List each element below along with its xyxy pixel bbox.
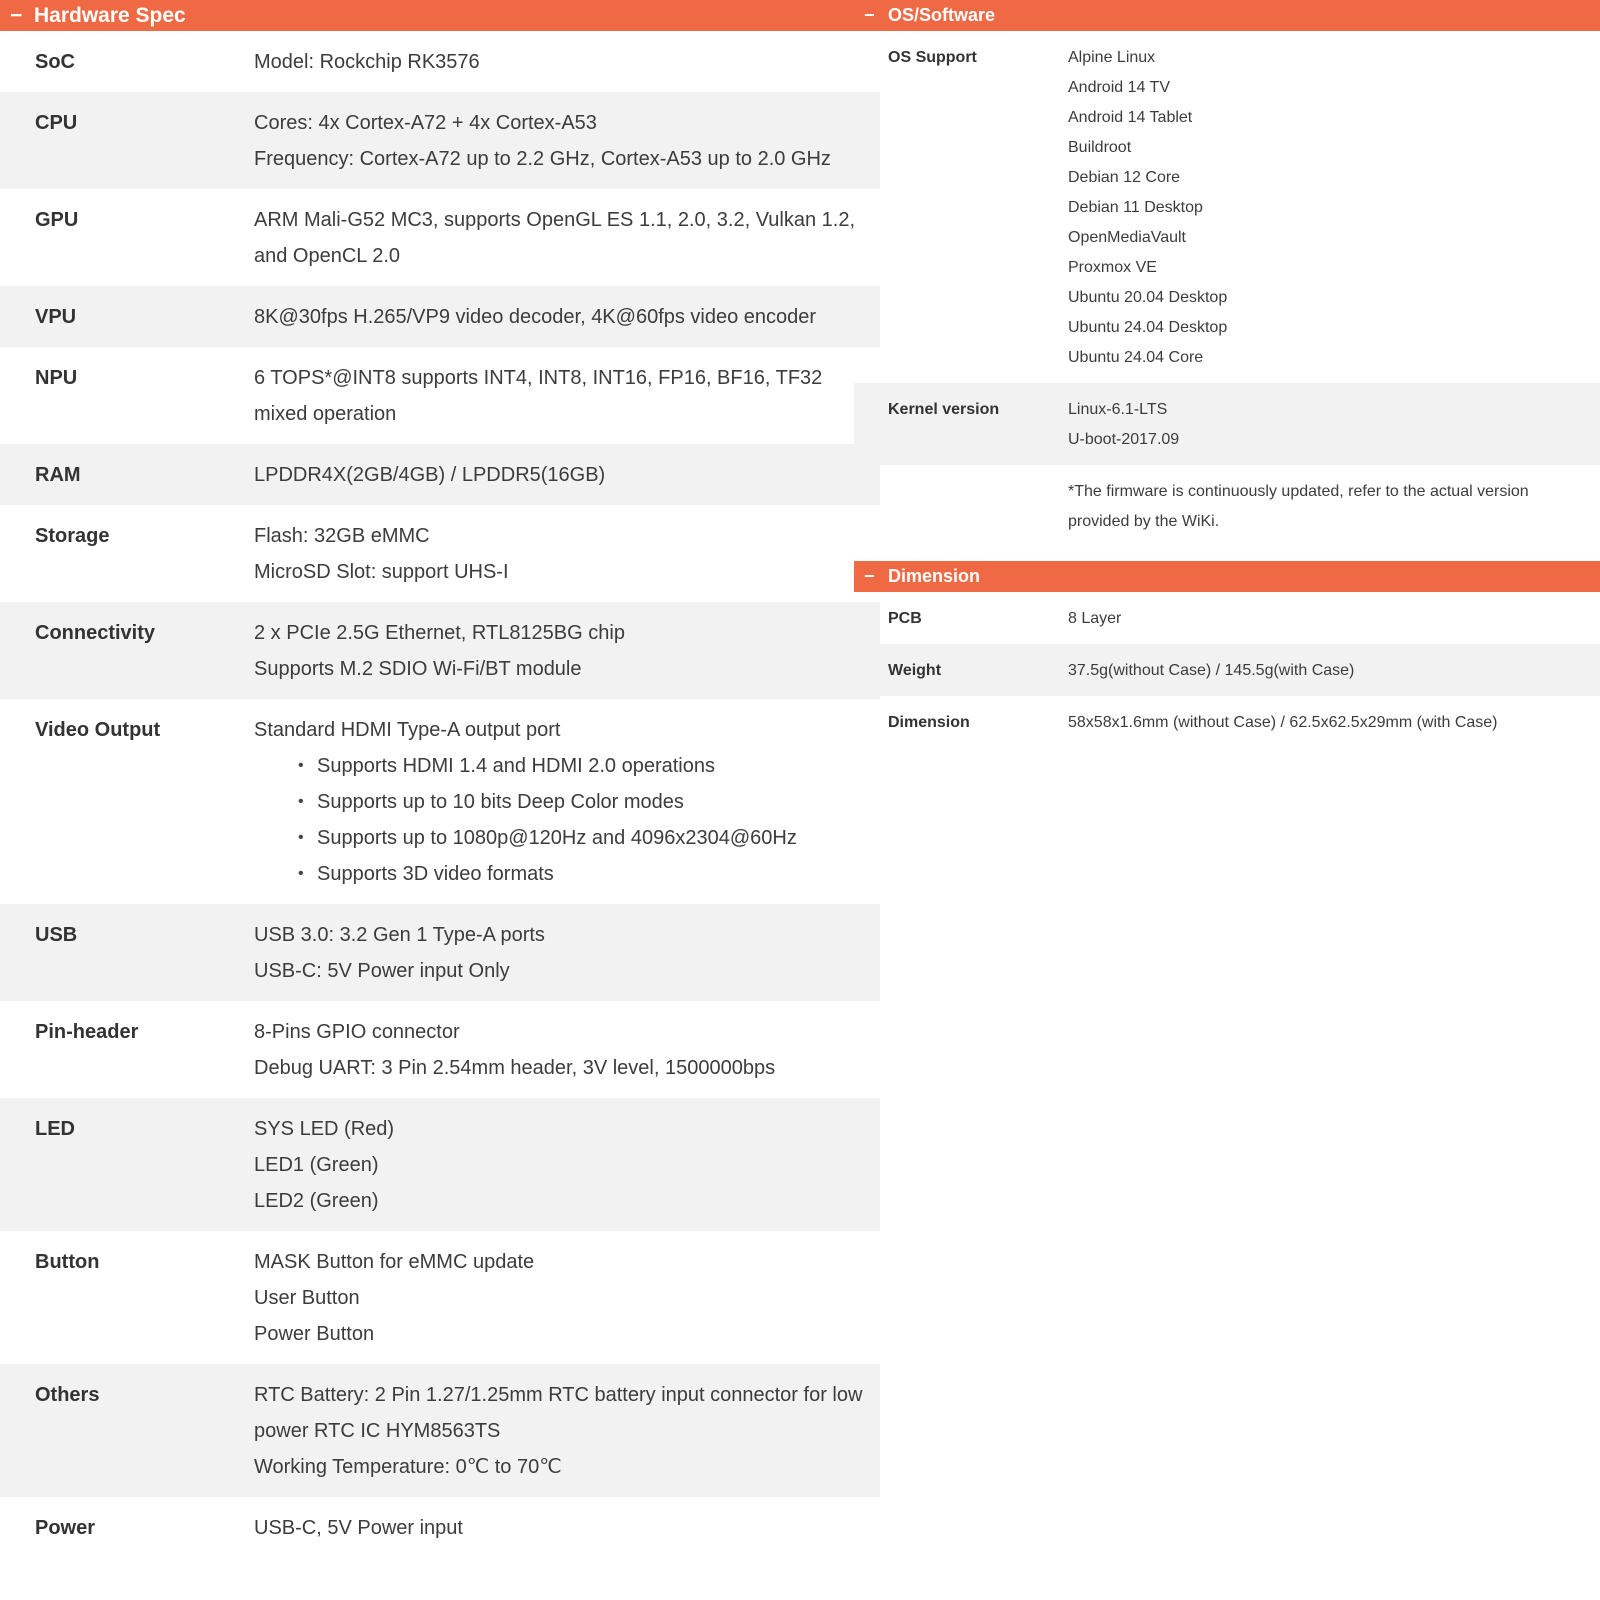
spec-label: RAM: [35, 464, 81, 486]
spec-label: PCB: [888, 610, 922, 627]
spec-bullet-list: [254, 748, 874, 892]
spec-value: [254, 615, 880, 687]
spec-value: [254, 1510, 880, 1546]
spec-value-line: Ubuntu 24.04 Core: [1068, 349, 1204, 366]
spec-bullet-item: • Supports 3D video formats: [298, 856, 874, 892]
spec-value-line: User Button: [254, 1287, 360, 1309]
spec-value-line: U-boot-2017.09: [1068, 431, 1180, 448]
spec-value-line: OpenMediaVault: [1068, 229, 1186, 246]
spec-label: Power: [35, 1517, 96, 1539]
spec-label: OS Support: [888, 49, 977, 66]
spec-label: Video Output: [35, 719, 161, 741]
spec-value-line: 8K@30fps H.265/VP9 video decoder, 4K@60fps video encoder: [254, 306, 817, 328]
spec-row-kernel-version: [854, 383, 1600, 465]
spec-value-line: 6 TOPS*@INT8 supports INT4, INT8, INT16, FP16, BF16, TF32 mixed operation: [254, 367, 823, 425]
spec-value-line: 8 Layer: [1068, 610, 1122, 627]
spec-value-line: USB-C: 5V Power input Only: [254, 960, 510, 982]
dimension-header[interactable]: [854, 561, 1600, 592]
dimension-section: [854, 561, 1600, 748]
spec-value-line: Working Temperature: 0℃ to 70℃: [254, 1456, 562, 1478]
spec-value-line: Android 14 Tablet: [1068, 109, 1193, 126]
spec-value: [254, 917, 880, 989]
spec-row-usb: [0, 904, 880, 1001]
spec-label: Kernel version: [888, 401, 1000, 418]
spec-value: [254, 712, 880, 892]
spec-row-dimension: [854, 696, 1600, 748]
spec-row-cpu: [0, 92, 880, 189]
spec-value-line: 2 x PCIe 2.5G Ethernet, RTL8125BG chip: [254, 622, 625, 644]
spec-row-led: [0, 1098, 880, 1231]
spec-value-line: Linux-6.1-LTS: [1068, 401, 1168, 418]
spec-row-pin-header: [0, 1001, 880, 1098]
spec-label: Button: [35, 1251, 100, 1273]
spec-row-storage: [0, 505, 880, 602]
spec-value-line: USB-C, 5V Power input: [254, 1517, 463, 1539]
spec-row-button: [0, 1231, 880, 1364]
spec-value-line: *The firmware is continuously updated, refer to the actual version provided by the WiKi.: [1068, 483, 1529, 530]
spec-value-line: Ubuntu 20.04 Desktop: [1068, 289, 1228, 306]
spec-value-line: 37.5g(without Case) / 145.5g(with Case): [1068, 662, 1355, 679]
hardware-spec-title: Hardware Spec: [34, 3, 186, 27]
spec-value-line: Debug UART: 3 Pin 2.54mm header, 3V level, 1500000bps: [254, 1057, 776, 1079]
spec-row-weight: [854, 644, 1600, 696]
spec-value-line: LPDDR4X(2GB/4GB) / LPDDR5(16GB): [254, 464, 606, 486]
spec-row-others: [0, 1364, 880, 1497]
collapse-icon[interactable]: −: [864, 5, 875, 25]
spec-row-gpu: [0, 189, 880, 286]
hardware-spec-header[interactable]: [0, 0, 880, 31]
spec-row-power: [0, 1497, 880, 1558]
spec-row-os-support: [854, 31, 1600, 383]
spec-value-line: Flash: 32GB eMMC: [254, 525, 430, 547]
spec-value-line: LED1 (Green): [254, 1154, 379, 1176]
spec-label: LED: [35, 1118, 75, 1140]
spec-value-line: MASK Button for eMMC update: [254, 1251, 535, 1273]
spec-row-note: [854, 465, 1600, 547]
spec-value-line: Alpine Linux: [1068, 49, 1156, 66]
spec-bullet-item: • Supports up to 10 bits Deep Color modes: [298, 784, 874, 820]
collapse-icon[interactable]: −: [10, 3, 23, 27]
spec-row-npu: [0, 347, 880, 444]
spec-value-line: Standard HDMI Type-A output port: [254, 719, 561, 741]
spec-row-vpu: [0, 286, 880, 347]
spec-value-line: USB 3.0: 3.2 Gen 1 Type-A ports: [254, 924, 545, 946]
os-software-header[interactable]: [854, 0, 1600, 31]
spec-value-line: Android 14 TV: [1068, 79, 1170, 96]
os-software-section: [854, 0, 1600, 547]
spec-label: NPU: [35, 367, 78, 389]
spec-value-line: LED2 (Green): [254, 1190, 379, 1212]
dimension-title: Dimension: [888, 566, 981, 586]
spec-value-line: 8-Pins GPIO connector: [254, 1021, 460, 1043]
spec-value-line: MicroSD Slot: support UHS-I: [254, 561, 509, 583]
spec-value: [254, 360, 880, 432]
spec-value-line: Model: Rockchip RK3576: [254, 51, 480, 73]
spec-row-video-output: [0, 699, 880, 904]
os-software-title: OS/Software: [888, 5, 996, 25]
spec-value-line: RTC Battery: 2 Pin 1.27/1.25mm RTC battery input connector for low power RTC IC HYM8563TS: [254, 1384, 863, 1442]
spec-value-line: Proxmox VE: [1068, 259, 1157, 276]
spec-value: [1068, 43, 1600, 373]
spec-value-line: Cores: 4x Cortex-A72 + 4x Cortex-A53: [254, 112, 597, 134]
spec-bullet-item: • Supports up to 1080p@120Hz and 4096x2304@60Hz: [298, 820, 874, 856]
spec-label: GPU: [35, 209, 79, 231]
spec-value-line: Buildroot: [1068, 139, 1132, 156]
spec-label: USB: [35, 924, 78, 946]
spec-value-line: Supports M.2 SDIO Wi-Fi/BT module: [254, 658, 582, 680]
collapse-icon[interactable]: −: [864, 566, 875, 586]
spec-value: [254, 1111, 880, 1219]
spec-value: [1068, 477, 1600, 537]
spec-value-line: SYS LED (Red): [254, 1118, 395, 1140]
right-column: [854, 0, 1600, 748]
spec-value: [254, 1014, 880, 1086]
spec-value: [1068, 395, 1600, 455]
spec-value: [254, 299, 880, 335]
spec-label: Pin-header: [35, 1021, 139, 1043]
spec-value-line: Power Button: [254, 1323, 375, 1345]
spec-bullet-item: • Supports HDMI 1.4 and HDMI 2.0 operations: [298, 748, 874, 784]
spec-label: CPU: [35, 112, 78, 134]
os-software-table: [854, 31, 1600, 547]
spec-label: Connectivity: [35, 622, 156, 644]
spec-value-line: 58x58x1.6mm (without Case) / 62.5x62.5x29mm (with Case): [1068, 714, 1498, 731]
spec-value: [254, 457, 880, 493]
spec-value: [254, 1377, 880, 1485]
spec-label: Weight: [888, 662, 942, 679]
spec-value-line: Debian 12 Core: [1068, 169, 1181, 186]
spec-label: Storage: [35, 525, 110, 547]
spec-value-line: Debian 11 Desktop: [1068, 199, 1203, 216]
spec-row-pcb: [854, 592, 1600, 644]
spec-value: [254, 44, 880, 80]
spec-label: VPU: [35, 306, 77, 328]
spec-value: [254, 1244, 880, 1352]
spec-value-line: ARM Mali-G52 MC3, supports OpenGL ES 1.1, 2.0, 3.2, Vulkan 1.2, and OpenCL 2.0: [254, 209, 856, 267]
spec-value: [254, 202, 880, 274]
spec-row-soc: [0, 31, 880, 92]
spec-label: [854, 477, 1068, 537]
spec-value: [1068, 656, 1600, 686]
spec-value: [1068, 604, 1600, 634]
spec-value-line: Frequency: Cortex-A72 up to 2.2 GHz, Cortex-A53 up to 2.0 GHz: [254, 148, 831, 170]
spec-label: Others: [35, 1384, 100, 1406]
spec-value-line: Ubuntu 24.04 Desktop: [1068, 319, 1228, 336]
spec-label: Dimension: [888, 714, 970, 731]
spec-value: [254, 518, 880, 590]
spec-label: SoC: [35, 51, 75, 73]
spec-value: [1068, 708, 1600, 738]
dimension-table: [854, 592, 1600, 748]
spec-row-connectivity: [0, 602, 880, 699]
spec-row-ram: [0, 444, 880, 505]
spec-value: [254, 105, 880, 177]
hardware-spec-table: [0, 31, 880, 1558]
